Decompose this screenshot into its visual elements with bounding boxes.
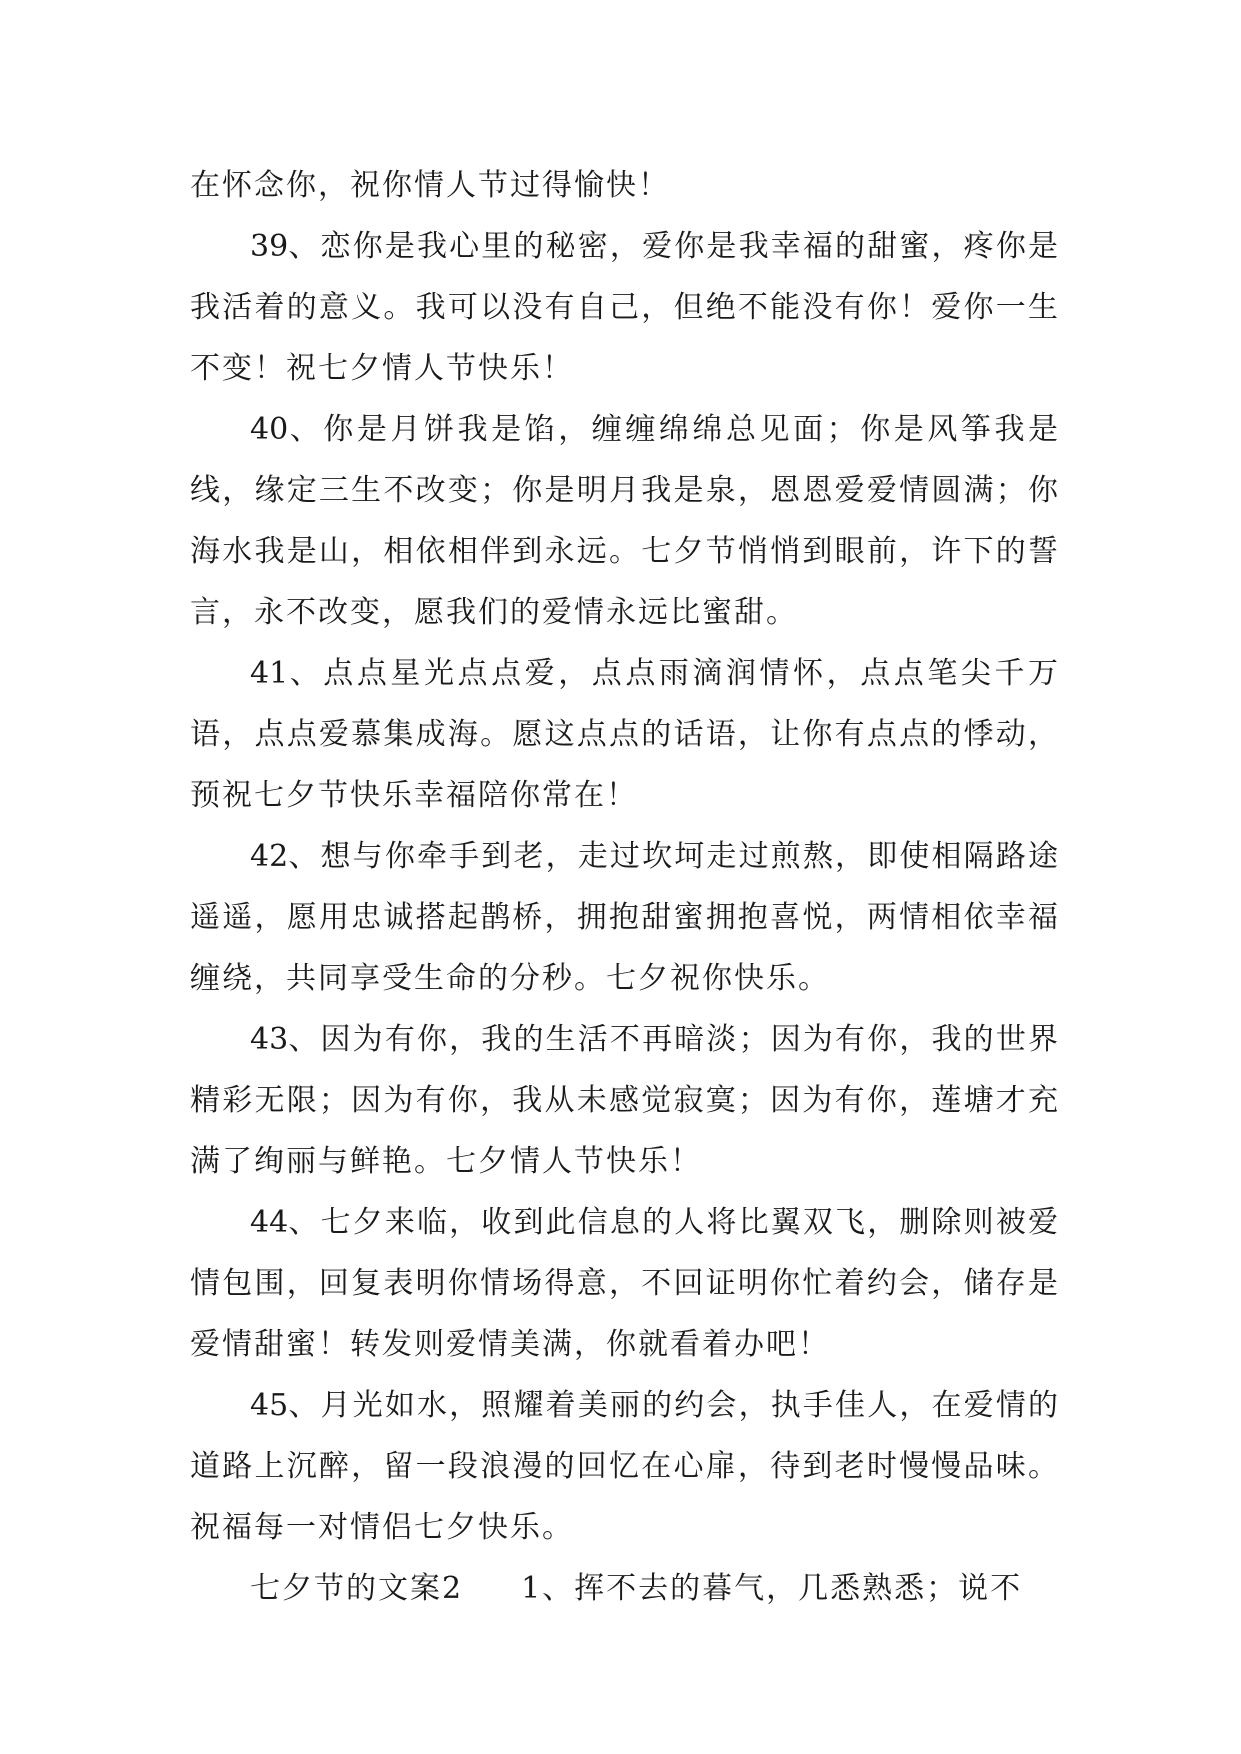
wish-item-44 bbox=[190, 1192, 1060, 1375]
item-number: 39 bbox=[250, 229, 289, 264]
item-text: 、因为有你，我的生活不再暗淡；因为有你，我的世界精彩无限；因为有你，我从未感觉寂寞；因为有你，莲塘才充满了绚丽与鲜艳。七夕情人节快乐！ bbox=[190, 1022, 1060, 1179]
item-text: 、你是月饼我是馅，缠缠绵绵总见面；你是风筝我是线，缘定三生不改变；你是明月我是泉，恩恩爱爱情圆满；你海水我是山，相依相伴到永远。七夕节悄悄到眼前，许下的誓言，永不改变，愿我们的爱情永远比蜜甜。 bbox=[190, 412, 1060, 630]
item-number: 45 bbox=[250, 1388, 289, 1423]
section-first-item: 1、挥不去的暮气，几悉熟悉；说不 bbox=[521, 1571, 1023, 1606]
section-heading: 七夕节的文案2 bbox=[250, 1571, 464, 1606]
item-text: 、想与你牵手到老，走过坎坷走过煎熬，即使相隔路途遥遥，愿用忠诚搭起鹊桥，拥抱甜蜜拥抱喜悦，两情相依幸福缠绕，共同享受生命的分秒。七夕祝你快乐。 bbox=[190, 839, 1060, 996]
item-text: 、点点星光点点爱，点点雨滴润情怀，点点笔尖千万语，点点爱慕集成海。愿这点点的话语，让你有点点的悸动，预祝七夕节快乐幸福陪你常在！ bbox=[190, 656, 1060, 813]
wish-item-43 bbox=[190, 1009, 1060, 1192]
item-number: 41 bbox=[250, 656, 289, 691]
continuation-paragraph: 在怀念你，祝你情人节过得愉快！ bbox=[190, 168, 670, 203]
wish-item-39 bbox=[190, 216, 1060, 399]
section-heading-line bbox=[190, 1558, 1060, 1619]
wish-item-40 bbox=[190, 399, 1060, 643]
item-text: 、月光如水，照耀着美丽的约会，执手佳人，在爱情的道路上沉醉，留一段浪漫的回忆在心扉，待到老时慢慢品味。祝福每一对情侣七夕快乐。 bbox=[190, 1388, 1060, 1545]
item-text: 、恋你是我心里的秘密，爱你是我幸福的甜蜜，疼你是我活着的意义。我可以没有自己，但绝不能没有你！爱你一生不变！祝七夕情人节快乐！ bbox=[190, 229, 1060, 386]
item-text: 、七夕来临，收到此信息的人将比翼双飞，删除则被爱情包围，回复表明你情场得意，不回证明你忙着约会，储存是爱情甜蜜！转发则爱情美满，你就看着办吧！ bbox=[190, 1205, 1060, 1362]
document-body bbox=[190, 155, 1060, 1619]
item-number: 42 bbox=[250, 839, 289, 874]
wish-item-45 bbox=[190, 1375, 1060, 1558]
item-number: 44 bbox=[250, 1205, 289, 1240]
item-number: 40 bbox=[250, 412, 289, 447]
wish-item-42 bbox=[190, 826, 1060, 1009]
wish-item-41 bbox=[190, 643, 1060, 826]
item-number: 43 bbox=[250, 1022, 289, 1057]
